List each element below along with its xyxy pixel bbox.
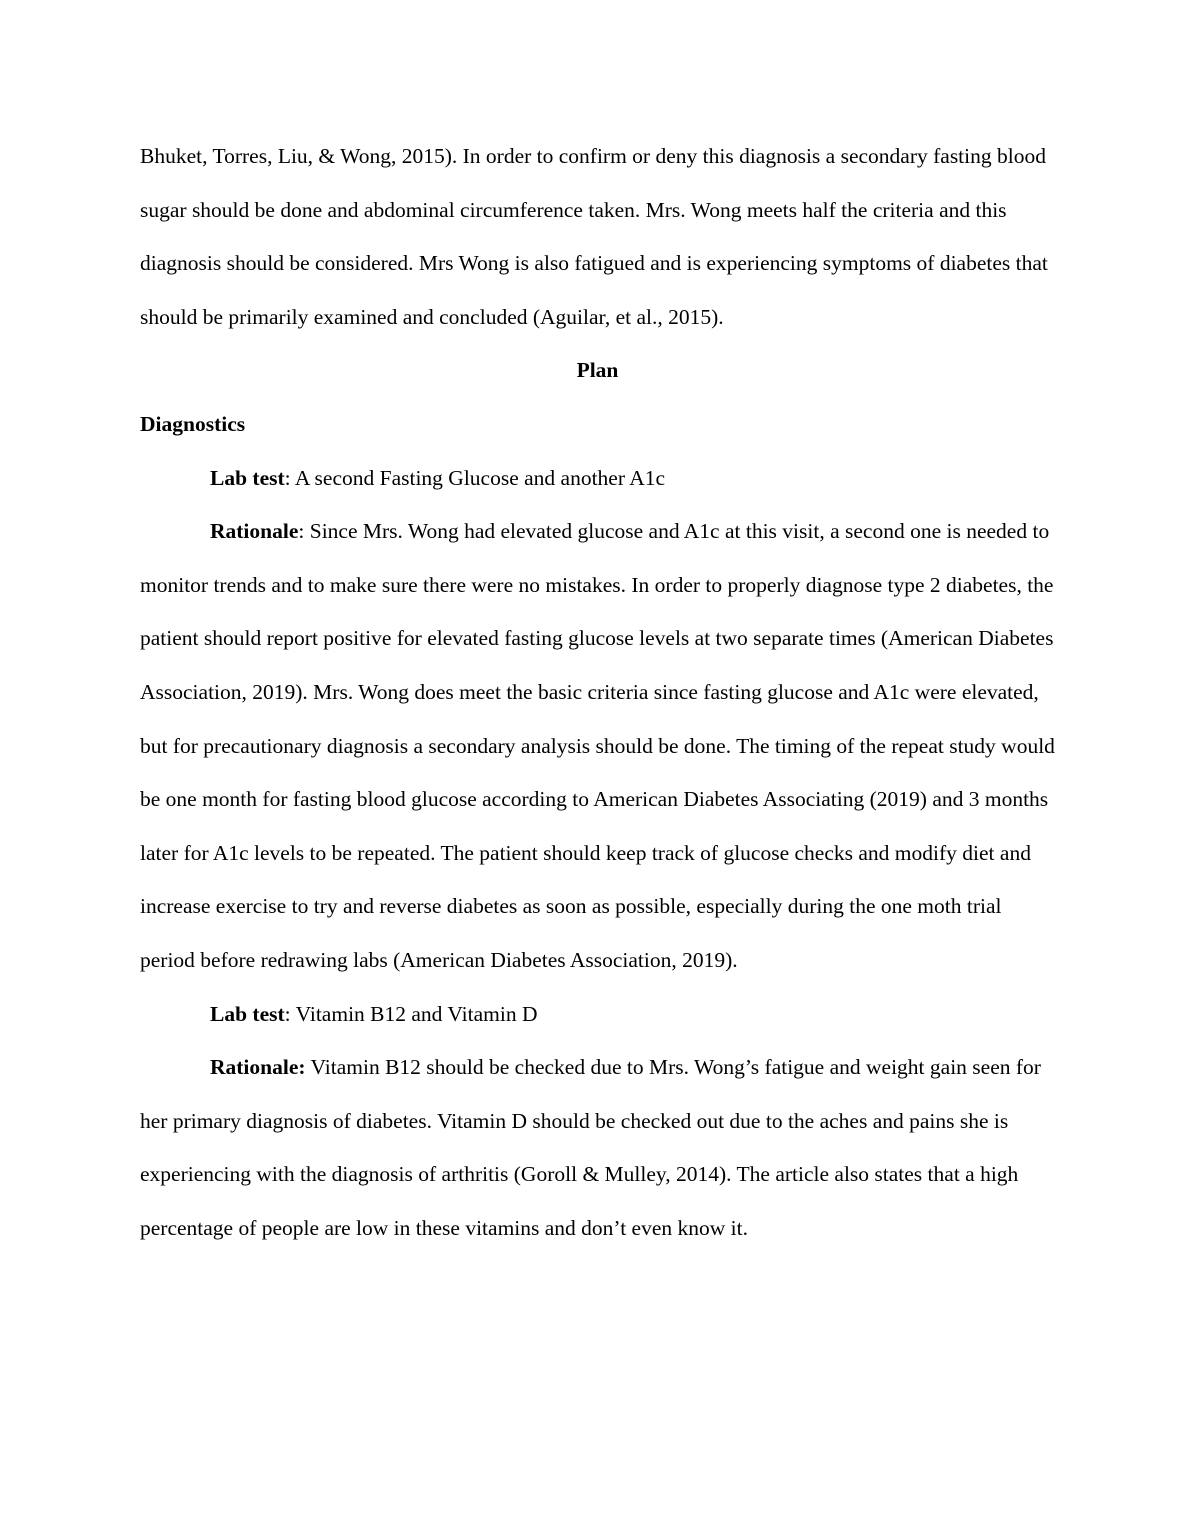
rationale-text: : Since Mrs. Wong had elevated glucose and A1c at this visit, a second one is needed to monitor trends and to make sure there were no mistakes. In order to properly diagnose type 2 diabetes, the patient should report positive for elevated fasting glucose levels at two separate times (American Diabetes Association, 2019). Mrs. Wong does meet the basic criteria since fasting glucose and A1c were elevated, but for precautionary diagnosis a secondary analysis should be done. The timing of the repeat study would be one month for fasting blood glucose according to American Diabetes Associating (2019) and 3 months later for A1c levels to be repeated. The patient should keep track of glucose checks and modify diet and increase exercise to try and reverse diabetes as soon as possible, especially during the one moth trial period before redrawing labs (American Diabetes Association, 2019). [140,519,1055,972]
lab-test-line [140,988,1055,1042]
lab-test-line [140,452,1055,506]
rationale-text: Vitamin B12 should be checked due to Mrs. Wong’s fatigue and weight gain seen for her primary diagnosis of diabetes. Vitamin D should be checked out due to the aches and pains she is experiencing with the diagnosis of arthritis (Goroll & Mulley, 2014). The article also states that a high percentage of people are low in these vitamins and don’t even know it. [140,1055,1041,1240]
section-title-plan: Plan [576,358,619,383]
subsection-title-diagnostics: Diagnostics [140,411,246,436]
rationale-paragraph [140,1041,1055,1255]
lab-test-label: Lab test [210,1001,285,1026]
document-page [140,130,1055,1255]
lab-test-label: Lab test [210,465,285,490]
lab-test-text: : A second Fasting Glucose and another A1c [284,465,666,490]
intro-paragraph: Bhuket, Torres, Liu, & Wong, 2015). In order to confirm or deny this diagnosis a secondary fasting blood sugar should be done and abdominal circumference taken. Mrs. Wong meets half the criteria and this diagnosis should be considered. Mrs Wong is also fatigued and is experiencing symptoms of diabetes that should be primarily examined and concluded (Aguilar, et al., 2015). [140,144,1048,329]
rationale-label: Rationale [210,519,299,544]
rationale-paragraph [140,505,1055,987]
lab-test-text: : Vitamin B12 and Vitamin D [284,1001,538,1026]
rationale-label: Rationale: [210,1055,306,1080]
